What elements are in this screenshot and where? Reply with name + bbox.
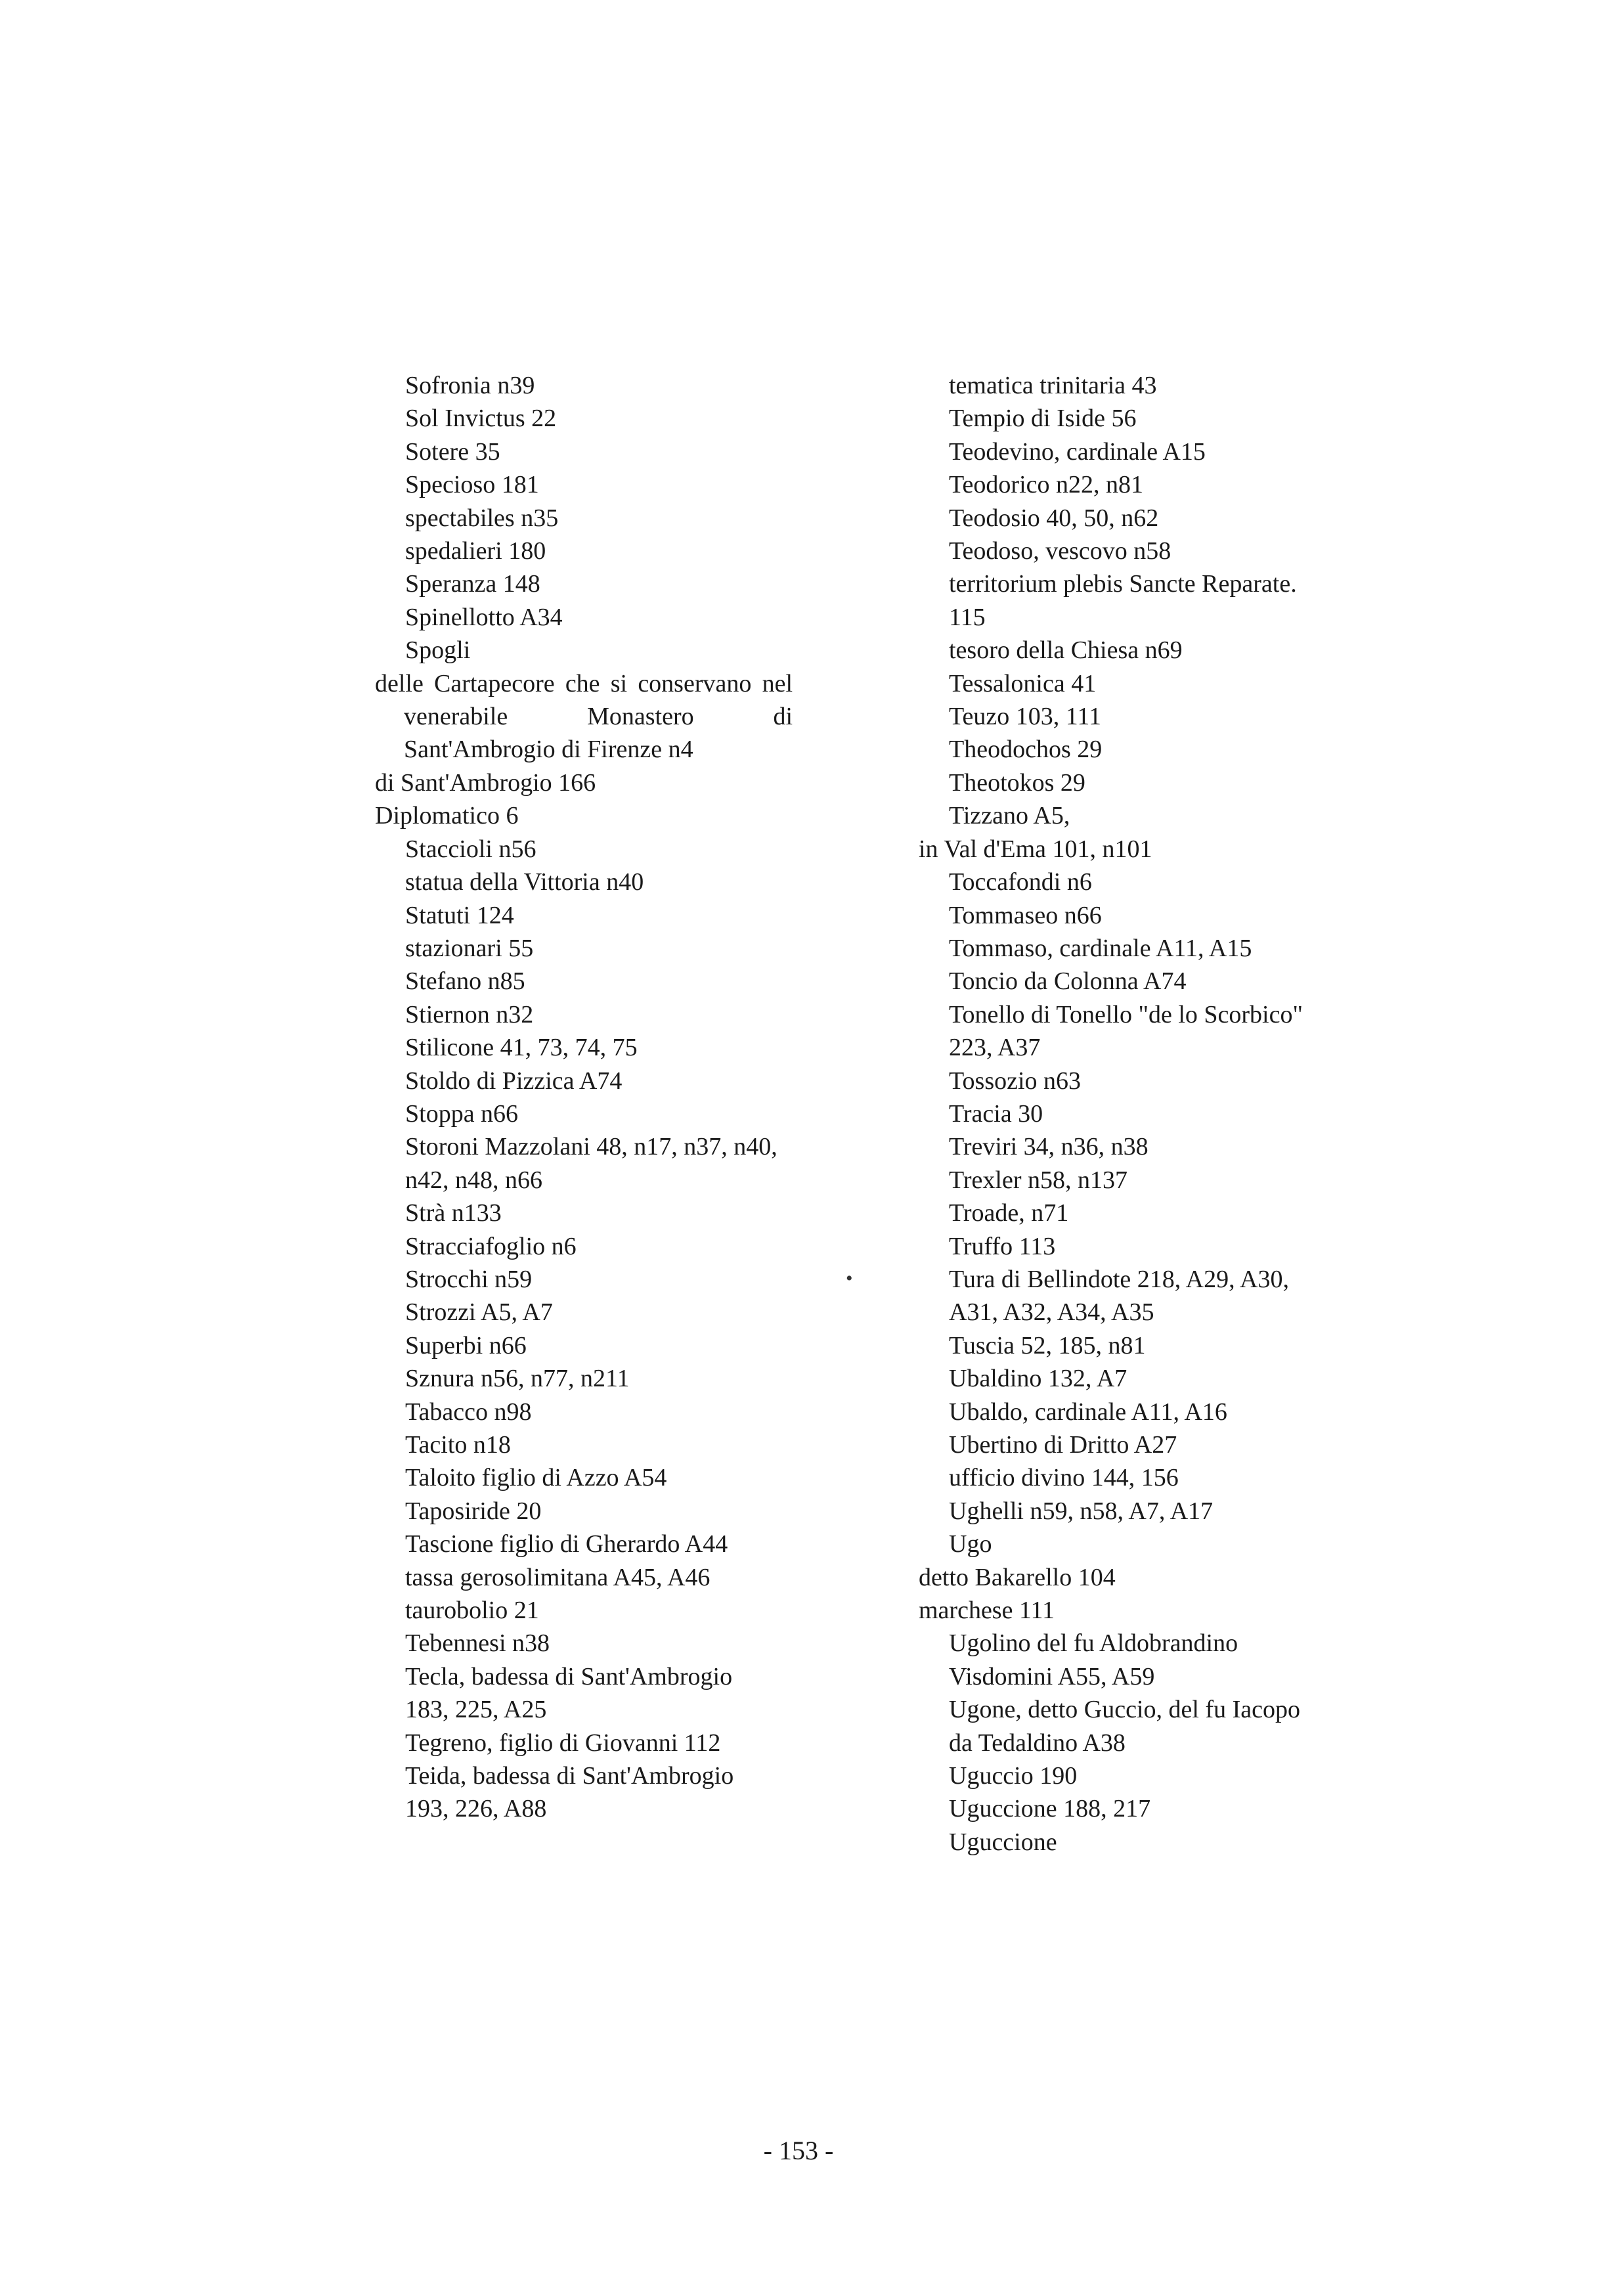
index-entry	[346, 634, 793, 667]
index-entry	[890, 1461, 1349, 1494]
index-entry	[346, 1230, 793, 1263]
index-entry-line: Tessalonica 41	[949, 669, 1097, 697]
index-entry-line: Tonello di Tonello "de lo Scorbico"	[949, 1000, 1303, 1028]
index-entry-line: Ughelli n59, n58, A7, A17	[949, 1497, 1214, 1525]
index-entry-line: Strocchi n59	[405, 1265, 533, 1293]
index-entry	[346, 1130, 793, 1197]
index-entry-line: delle Cartapecore che si conservano nel venerabile Monastero di Sant'Ambrogio di Firenze n4	[375, 669, 793, 764]
index-entry	[346, 866, 793, 898]
index-entry	[346, 932, 793, 965]
index-entry	[346, 1594, 793, 1627]
index-entry	[890, 435, 1349, 468]
index-entry-line: ufficio divino 144, 156	[949, 1464, 1179, 1492]
index-subentry	[890, 833, 1349, 866]
index-entry-line: 115	[949, 603, 986, 631]
index-entry	[890, 1792, 1349, 1825]
index-entry	[346, 1031, 793, 1064]
index-entry-line: spectabiles n35	[405, 504, 559, 532]
index-entry	[890, 1693, 1349, 1759]
index-entry-line: Tuscia 52, 185, n81	[949, 1331, 1146, 1359]
index-entry	[346, 1197, 793, 1229]
index-entry	[346, 535, 793, 567]
index-entry-line: Tizzano A5,	[949, 802, 1070, 830]
index-entry-line: Tecla, badessa di Sant'Ambrogio	[405, 1662, 733, 1690]
index-entry	[890, 1065, 1349, 1097]
index-entry	[346, 1660, 793, 1727]
index-entry	[890, 1164, 1349, 1197]
index-entry	[346, 1428, 793, 1461]
index-entry-line: Ubaldino 132, A7	[949, 1365, 1127, 1393]
index-entry-line: marchese 111	[919, 1597, 1055, 1625]
index-entry	[346, 1627, 793, 1660]
index-entry	[346, 502, 793, 535]
index-subentry	[890, 1594, 1349, 1627]
index-entry	[346, 1362, 793, 1395]
index-entry	[890, 1362, 1349, 1395]
index-entry-line: Truffo 113	[949, 1232, 1056, 1260]
index-entry-line: taurobolio 21	[405, 1597, 539, 1625]
index-entry-line: Teodosio 40, 50, n62	[949, 504, 1159, 532]
index-entry	[346, 1296, 793, 1329]
index-entry	[890, 766, 1349, 799]
index-entry-line: Ubertino di Dritto A27	[949, 1431, 1177, 1459]
index-entry-line: Treviri 34, n36, n38	[949, 1133, 1149, 1161]
index-entry-line: Taposiride 20	[405, 1497, 542, 1525]
index-entry-line: Strozzi A5, A7	[405, 1298, 553, 1327]
index-entry-line: Diplomatico 6	[375, 802, 519, 830]
index-entry	[890, 1263, 1349, 1329]
index-entry-line: Staccioli n56	[405, 835, 536, 863]
index-entry-line: Speranza 148	[405, 570, 540, 598]
index-entry-line: stazionari 55	[405, 934, 534, 962]
index-entry	[890, 567, 1349, 634]
index-entry-line: Toncio da Colonna A74	[949, 967, 1187, 996]
index-entry-line: Visdomini A55, A59	[949, 1662, 1155, 1690]
index-entry	[346, 899, 793, 932]
index-entry-line: tematica trinitaria 43	[949, 372, 1157, 399]
index-entry	[346, 567, 793, 600]
index-entry-line: 193, 226, A88	[405, 1795, 547, 1823]
index-entry	[890, 733, 1349, 766]
index-entry-line: Troade, n71	[949, 1199, 1069, 1227]
index-column-left	[346, 369, 793, 1826]
index-entry-line: Sotere 35	[405, 437, 500, 466]
index-entry	[346, 1329, 793, 1362]
index-entry-line: Ugone, detto Guccio, del fu Iacopo	[949, 1696, 1300, 1724]
index-entry	[346, 1759, 793, 1826]
index-entry-line: Toccafondi n6	[949, 868, 1092, 896]
index-entry	[346, 435, 793, 468]
index-entry-line: di Sant'Ambrogio 166	[375, 768, 596, 797]
index-entry-line: Sofronia n39	[405, 372, 535, 399]
index-entry-line: tesoro della Chiesa n69	[949, 636, 1183, 665]
index-entry-line: Tommaseo n66	[949, 901, 1102, 929]
index-subentry	[346, 667, 793, 766]
index-entry-line: Sol Invictus 22	[405, 405, 557, 433]
index-entry	[346, 1097, 793, 1130]
index-entry	[890, 402, 1349, 435]
index-entry	[890, 1528, 1349, 1560]
index-entry	[890, 1197, 1349, 1229]
margin-mark-icon: •	[846, 1268, 853, 1289]
index-entry-line: tassa gerosolimitana A45, A46	[405, 1563, 711, 1591]
index-entry	[346, 468, 793, 501]
index-entry	[890, 667, 1349, 700]
index-entry-line: statua della Vittoria n40	[405, 868, 644, 896]
index-entry-line: Trexler n58, n137	[949, 1166, 1127, 1194]
index-entry	[346, 1396, 793, 1428]
index-entry-line: Tommaso, cardinale A11, A15	[949, 934, 1252, 962]
index-entry-line: Uguccione 188, 217	[949, 1795, 1151, 1823]
index-entry	[346, 1528, 793, 1560]
index-entry-line: Teodorico n22, n81	[949, 471, 1144, 499]
index-entry	[346, 1495, 793, 1528]
index-entry-line: Taloito figlio di Azzo A54	[405, 1464, 667, 1492]
index-entry-line: Teuzo 103, 111	[949, 703, 1101, 731]
index-entry-line: Uguccio 190	[949, 1762, 1078, 1790]
index-entry-line: Uguccione	[949, 1828, 1057, 1856]
index-entry-line: Tebennesi n38	[405, 1629, 550, 1658]
index-entry	[890, 799, 1349, 832]
index-entry	[890, 1097, 1349, 1130]
index-entry-line: Specioso 181	[405, 471, 539, 499]
index-entry	[346, 1727, 793, 1759]
index-entry	[890, 1759, 1349, 1792]
index-entry	[890, 468, 1349, 501]
index-entry-line: Tacito n18	[405, 1431, 511, 1459]
index-entry	[346, 1065, 793, 1097]
index-entry-line: da Tedaldino A38	[949, 1729, 1126, 1757]
index-entry	[890, 1329, 1349, 1362]
index-entry	[346, 965, 793, 998]
index-entry	[890, 1627, 1349, 1693]
index-subentry	[346, 799, 793, 832]
index-entry	[346, 833, 793, 866]
page-number: - 153 -	[763, 2136, 834, 2165]
index-entry-line: n42, n48, n66	[405, 1166, 542, 1194]
index-entry	[890, 634, 1349, 667]
index-entry-line: Tabacco n98	[405, 1398, 532, 1426]
index-entry	[890, 1230, 1349, 1263]
index-entry-line: Tossozio n63	[949, 1067, 1082, 1095]
index-entry	[890, 1495, 1349, 1528]
index-entry	[890, 700, 1349, 733]
index-entry-line: Theodochos 29	[949, 736, 1103, 764]
index-entry-line: Storoni Mazzolani 48, n17, n37, n40,	[405, 1133, 777, 1161]
index-entry	[890, 965, 1349, 998]
index-entry-line: Tracia 30	[949, 1099, 1043, 1128]
index-entry-line: Spinellotto A34	[405, 603, 563, 631]
index-entry	[346, 998, 793, 1031]
index-entry	[890, 998, 1349, 1065]
index-entry-line: Strà n133	[405, 1199, 502, 1227]
index-entry-line: territorium plebis Sancte Reparate.	[949, 570, 1297, 598]
index-entry-line: Stefano n85	[405, 967, 525, 996]
index-entry-line: Tascione figlio di Gherardo A44	[405, 1530, 728, 1558]
index-entry-line: Ugolino del fu Aldobrandino	[949, 1629, 1238, 1658]
index-entry-line: Ubaldo, cardinale A11, A16	[949, 1398, 1227, 1426]
index-entry-line: 223, A37	[949, 1034, 1041, 1062]
index-entry-line: Superbi n66	[405, 1331, 527, 1359]
index-entry	[890, 1130, 1349, 1163]
index-entry	[890, 1396, 1349, 1428]
index-entry-line: Statuti 124	[405, 901, 514, 929]
index-entry-line: detto Bakarello 104	[919, 1563, 1116, 1591]
index-entry	[346, 369, 793, 402]
index-entry	[890, 1428, 1349, 1461]
index-entry	[346, 1461, 793, 1494]
index-entry	[890, 932, 1349, 965]
index-entry-line: Tura di Bellindote 218, A29, A30,	[949, 1265, 1289, 1293]
index-entry	[890, 535, 1349, 567]
index-entry-line: Stoldo di Pizzica A74	[405, 1067, 623, 1095]
index-entry	[890, 369, 1349, 402]
index-entry-line: 183, 225, A25	[405, 1696, 547, 1724]
index-entry-line: Stiernon n32	[405, 1000, 534, 1028]
index-entry-line: Teida, badessa di Sant'Ambrogio	[405, 1762, 734, 1790]
index-column-right	[890, 369, 1349, 1859]
index-entry-line: Teodevino, cardinale A15	[949, 437, 1206, 466]
index-entry-line: Stracciafoglio n6	[405, 1232, 577, 1260]
index-entry	[890, 502, 1349, 535]
index-entry	[346, 1561, 793, 1594]
index-entry-line: Tempio di Iside 56	[949, 405, 1137, 433]
index-entry-line: Theotokos 29	[949, 768, 1085, 797]
index-entry-line: Tegreno, figlio di Giovanni 112	[405, 1729, 721, 1757]
index-entry-line: spedalieri 180	[405, 537, 546, 565]
index-entry-line: A31, A32, A34, A35	[949, 1298, 1154, 1327]
index-entry	[890, 866, 1349, 898]
index-subentry	[890, 1561, 1349, 1594]
index-entry-line: in Val d'Ema 101, n101	[919, 835, 1152, 863]
index-entry-line: Sznura n56, n77, n211	[405, 1365, 630, 1393]
index-entry-line: Ugo	[949, 1530, 992, 1558]
index-entry	[346, 1263, 793, 1296]
index-entry-line: Spogli	[405, 636, 471, 665]
index-entry	[346, 402, 793, 435]
index-entry-line: Teodoso, vescovo n58	[949, 537, 1171, 565]
index-entry	[346, 601, 793, 634]
index-subentry	[346, 766, 793, 799]
index-entry-line: Stoppa n66	[405, 1099, 519, 1128]
index-entry-line: Stilicone 41, 73, 74, 75	[405, 1034, 638, 1062]
index-entry	[890, 1826, 1349, 1859]
index-entry	[890, 899, 1349, 932]
